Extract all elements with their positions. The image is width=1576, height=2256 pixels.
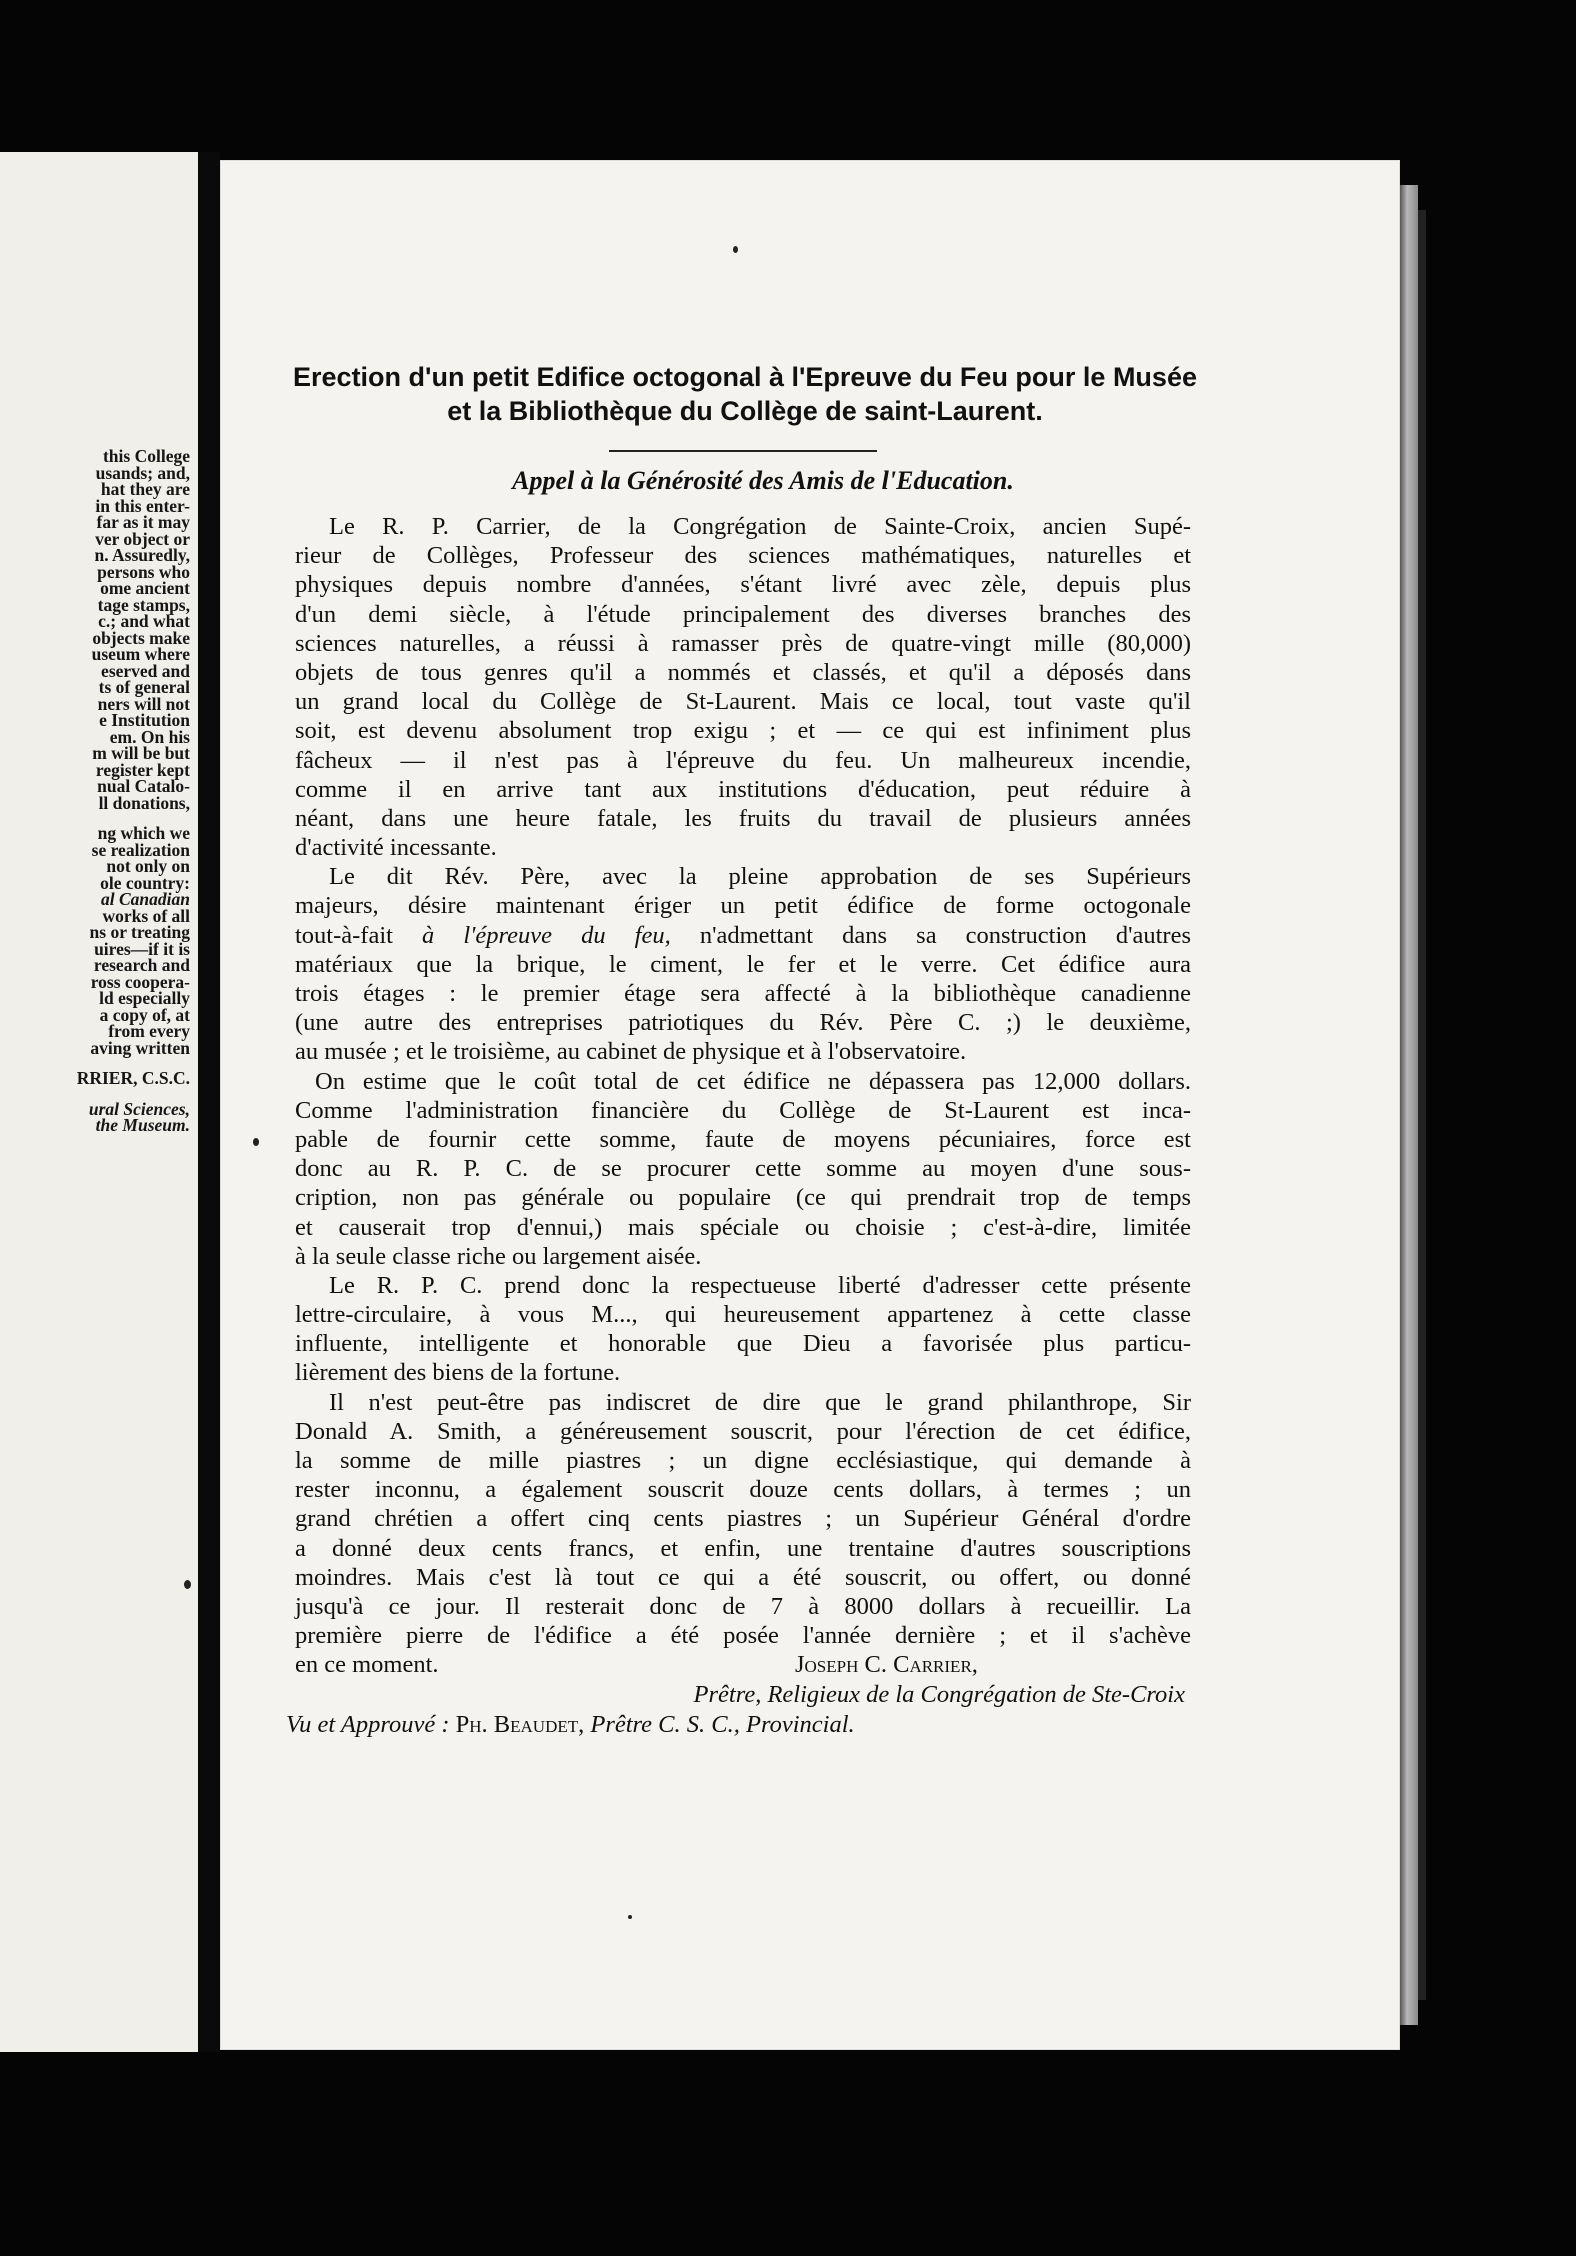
previous-page-line: ross coopera- <box>90 971 190 992</box>
body-line: trois étages : le premier étage sera affecté à la bibliothèque canadienne <box>295 980 1191 1007</box>
previous-page-line: ners will not <box>97 693 190 714</box>
page-edge-shadow <box>1418 210 1426 2000</box>
scan-speck <box>184 1580 191 1589</box>
body-line: première pierre de l'édifice a été posée l'année dernière ; et il s'achève <box>295 1622 1191 1650</box>
previous-page-line: uires—if it is <box>94 938 190 959</box>
previous-page-line: ver object or <box>95 528 190 549</box>
previous-page-line: ome ancient <box>100 578 190 598</box>
body-line: en ce moment. <box>295 1651 439 1679</box>
previous-page-text <box>0 448 190 1134</box>
body-line: majeurs, désire maintenant ériger un petit édifice de forme octogonale <box>295 892 1191 920</box>
body-line: pable de fournir cette somme, faute de moyens pécuniaires, force est <box>295 1125 1191 1153</box>
body-line: (une autre des entreprises patriotiques du Rév. Père C. ;) le deuxième, <box>295 1009 1191 1037</box>
previous-page-line: objects make <box>92 627 190 648</box>
previous-page-line: this College <box>102 446 190 466</box>
previous-page-line: from every <box>108 1021 190 1041</box>
previous-page-line: a copy of, at <box>99 1004 190 1025</box>
approval-line <box>286 1709 1191 1741</box>
body-line: rester inconnu, a également souscrit douze cents dollars, à termes ; un <box>295 1476 1191 1504</box>
previous-page-line: ural Sciences, <box>88 1098 190 1119</box>
body-line: Comme l'administration financière du Collège de St-Laurent est inca- <box>295 1096 1191 1124</box>
previous-page-line: works of all <box>102 905 190 926</box>
subtitle: Appel à la Générosité des Amis de l'Education. <box>512 466 1014 495</box>
previous-page-line: register kept <box>95 759 190 780</box>
previous-page-line: m will be but <box>92 743 190 763</box>
previous-page-line: eserved and <box>101 660 190 681</box>
previous-page-line: RRIER, C.S.C. <box>76 1068 190 1088</box>
body-line: comme il en arrive tant aux institutions d'éducation, peut réduire à <box>295 775 1191 803</box>
body-line: néant, dans une heure fatale, les fruits du travail de plusieurs années <box>295 804 1191 832</box>
body-line: objets de tous genres qu'il a nommés et classés, et qu'il a déposés dans <box>295 658 1191 686</box>
body-line: physiques depuis nombre d'années, s'étant livré avec zèle, depuis plus <box>295 571 1191 599</box>
body-line: moindres. Mais c'est là tout ce qui a été souscrit, ou offert, ou donné <box>295 1563 1191 1591</box>
body-line: Le dit Rév. Père, avec la pleine approbation de ses Supérieurs <box>329 863 1191 891</box>
body-line: donc au R. P. C. de se procurer cette somme au moyen d'une sous- <box>295 1155 1191 1183</box>
body-line: Le R. P. C. prend donc la respectueuse liberté d'adresser cette présente <box>329 1271 1191 1299</box>
body-line: lettre-circulaire, à vous M..., qui heureusement appartenez à cette classe <box>295 1301 1191 1329</box>
body-text <box>295 512 1191 1680</box>
body-line: au musée ; et le troisième, au cabinet de physique et à l'observatoire. <box>295 1038 967 1066</box>
previous-page-line: ng which we <box>97 823 190 843</box>
body-line: rieur de Collèges, Professeur des sciences mathématiques, naturelles et <box>295 542 1191 570</box>
body-line: à la seule classe riche ou largement aisée. <box>295 1242 702 1270</box>
body-line: fâcheux — il n'est pas à l'épreuve du feu. Un malheureux incendie, <box>295 746 1191 774</box>
body-line: lièrement des biens de la fortune. <box>295 1359 621 1387</box>
previous-page-line: hat they are <box>100 479 190 499</box>
previous-page-line: al Canadian <box>101 889 190 909</box>
previous-page-line: ns or treating <box>89 922 190 942</box>
body-line: d'activité incessante. <box>295 834 497 862</box>
body-line: matériaux que la brique, le ciment, le fer et le verre. Cet édifice aura <box>295 950 1191 978</box>
previous-page-line: far as it may <box>96 512 190 532</box>
previous-page-line: n. Assuredly, <box>94 545 190 565</box>
title-line-1: Erection d'un petit Edifice octogonal à l'Epreuve du Feu pour le Musée <box>293 362 1197 392</box>
previous-page-line: em. On his <box>109 726 190 747</box>
previous-page-line: ld especially <box>99 988 190 1008</box>
previous-page-line: useum where <box>91 644 190 664</box>
book-gutter <box>198 152 220 2052</box>
title-rule <box>609 450 877 452</box>
previous-page-line: usands; and, <box>95 462 190 483</box>
body-line: un grand local du Collège de St-Laurent. Mais ce local, tout vaste qu'il <box>295 688 1191 716</box>
body-line: et causerait trop d'ennui,) mais spéciale ou choisie ; c'est-à-dire, limitée <box>295 1213 1191 1241</box>
previous-page-line: ole country: <box>100 872 190 893</box>
previous-page-line: tage stamps, <box>97 594 190 615</box>
approval-name: Ph. Beaudet, <box>449 1710 585 1738</box>
body-line: a donné deux cents francs, et enfin, une trentaine d'autres souscriptions <box>295 1534 1191 1562</box>
previous-page-line: persons who <box>97 561 190 582</box>
previous-page-line: not only on <box>106 856 190 876</box>
page-content <box>286 360 1197 1741</box>
previous-page-line: research and <box>93 955 190 975</box>
body-line: influente, intelligente et honorable que Dieu a favorisée plus particu- <box>295 1330 1191 1358</box>
scan-speck <box>253 1138 259 1146</box>
body-line: cription, non pas générale ou populaire (ce qui prendrait trop de temps <box>295 1184 1191 1212</box>
body-line: soit, est devenu absolument trop exigu ; et — ce qui est infiniment plus <box>295 717 1191 745</box>
body-line: On estime que le coût total de cet édifice ne dépassera pas 12,000 dollars. <box>315 1067 1191 1095</box>
emphasis-text: à l'épreuve du feu, <box>422 921 671 949</box>
previous-page-line: ts of general <box>98 677 190 697</box>
page-edge <box>1400 185 1418 2025</box>
previous-page-line: e Institution <box>99 710 190 730</box>
body-line: grand chrétien a offert cinq cents piastres ; un Supérieur Général d'ordre <box>295 1505 1191 1533</box>
title-line-2: et la Bibliothèque du Collège de saint-Laurent. <box>447 396 1043 426</box>
previous-page-line: ll donations, <box>98 792 190 813</box>
body-line: d'un demi siècle, à l'étude principalement des diverses branches des <box>295 600 1191 628</box>
body-line <box>295 921 1191 950</box>
previous-page-line: in this enter- <box>95 495 190 516</box>
body-line: Le R. P. Carrier, de la Congrégation de Sainte-Croix, ancien Supé- <box>329 513 1191 540</box>
previous-page-line: c.; and what <box>98 611 190 631</box>
body-line: Il n'est peut-être pas indiscret de dire que le grand philanthrope, Sir <box>329 1388 1191 1416</box>
previous-page-fragment <box>0 152 198 2052</box>
previous-page-line: se realization <box>91 839 190 860</box>
body-segment: tout-à-fait <box>295 921 423 949</box>
previous-page-line: nual Catalo- <box>97 776 190 796</box>
scan-speck <box>733 246 738 253</box>
previous-page-line: aving written <box>90 1037 190 1058</box>
body-line: sciences naturelles, a réussi à ramasser près de quatre-vingt mille (80,000) <box>295 629 1191 657</box>
scan-speck <box>628 1915 632 1919</box>
previous-page-line: the Museum. <box>95 1115 190 1135</box>
page-title <box>285 360 1205 428</box>
body-line: la somme de mille piastres ; un digne ecclésiastique, qui demande à <box>295 1447 1191 1474</box>
signature-role: Prêtre, Religieux de la Congrégation de Ste-Croix <box>693 1680 1185 1708</box>
signature-name: Joseph C. Carrier, <box>795 1651 978 1679</box>
body-segment: n'admettant dans sa construction d'autres <box>670 921 1191 949</box>
body-line: Donald A. Smith, a généreusement souscrit, pour l'érection de cet édifice, <box>295 1417 1191 1445</box>
approval-role: Prêtre C. S. C., Provincial. <box>584 1710 855 1738</box>
body-line: jusqu'à ce jour. Il resterait donc de 7 à 8000 dollars à recueillir. La <box>295 1592 1191 1620</box>
approval-label: Vu et Approuvé : <box>286 1710 450 1738</box>
